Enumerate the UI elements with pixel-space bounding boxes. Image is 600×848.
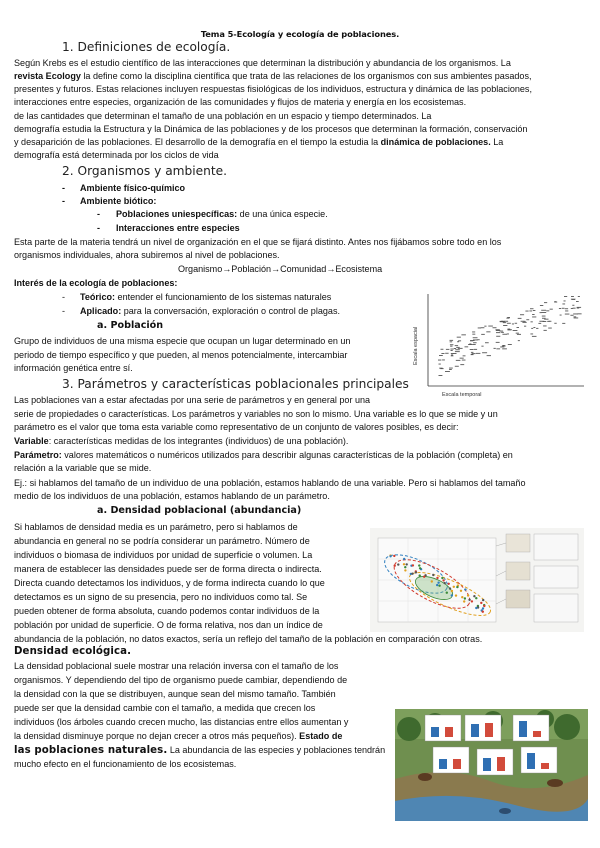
scatter-point: [573, 314, 578, 315]
population-def-line2: periodo de tiempo específico y que pueden, al menos potencialmente, intercambiar: [14, 350, 348, 360]
sec1-para2-line3-text: y desaparición de las poblaciones. El desarrollo de la demografía en el tiempo la estudia la: [14, 137, 379, 147]
scatter-point: [439, 375, 443, 376]
sec1-para2-line1: de las cantidades que determinan el tamaño de una población en un espacio y tiempo determinados. La: [14, 111, 432, 121]
diagram-point: [397, 563, 399, 565]
population-def-line3: información genética entre sí.: [14, 363, 133, 373]
scatter-point: [526, 319, 529, 320]
diagram-point: [483, 605, 485, 607]
scale-scatter-figure: [408, 290, 588, 400]
bullet-physical-chemical: Ambiente físico-químico: [80, 183, 186, 193]
scatter-point: [530, 308, 534, 309]
diagram-point: [394, 565, 396, 567]
applied-term: Aplicado:: [80, 306, 122, 316]
scatter-point: [445, 371, 450, 372]
natural-populations-term-b: las poblaciones naturales.: [14, 745, 168, 756]
interest-heading: Interés de la ecología de poblaciones:: [14, 278, 178, 288]
scatter-point: [440, 368, 443, 369]
eco-line6: [14, 730, 342, 742]
scatter-point: [457, 337, 461, 338]
scatter-points: [438, 296, 582, 376]
sec1-para2-line3: [14, 136, 503, 148]
scatter-point: [457, 341, 459, 342]
scatter-point: [445, 353, 448, 354]
scatter-point: [539, 321, 544, 322]
scatter-point: [503, 325, 507, 326]
diagram-point: [482, 611, 484, 613]
diagram-point: [419, 567, 421, 569]
scatter-point: [578, 296, 580, 297]
scatter-point: [486, 331, 490, 332]
sec1-para1-line2: [14, 70, 531, 82]
diagram-point: [441, 577, 443, 579]
scatter-point: [554, 323, 556, 324]
scatter-point: [451, 355, 454, 356]
diagram-point: [453, 586, 455, 588]
scatter-point: [521, 321, 525, 322]
scatter-point: [469, 344, 471, 345]
diagram-point: [423, 576, 425, 578]
illustration-chart-card: [433, 747, 469, 773]
example-line2: medio de los individuos de una población, estamos hablando de un parámetro.: [14, 491, 330, 501]
scatter-point: [502, 348, 507, 349]
diagram-point: [404, 569, 406, 571]
diagram-point: [475, 597, 477, 599]
side-panel: [506, 590, 530, 608]
scatter-point: [512, 324, 514, 325]
scatter-point: [532, 314, 535, 315]
bullet-interactions: Interacciones entre especies: [116, 223, 240, 233]
interest-applied: [80, 305, 340, 317]
population-def-line1: Grupo de individuos de una misma especie que ocupan un lugar determinado en un: [14, 336, 351, 346]
density-size-diagram: [370, 528, 584, 632]
section-1-heading: 1. Definiciones de ecología.: [62, 40, 231, 54]
density-line5: Directa cuando detectamos los individuos, y de forma indirecta cuando lo que: [14, 578, 325, 588]
sec3-line1: Las poblaciones van a estar afectadas por una serie de parámetros y en general por una: [14, 395, 371, 405]
scatter-point: [543, 326, 547, 327]
scatter-point: [574, 316, 577, 317]
diagram-point: [444, 582, 446, 584]
density-line6: detectamos es un signo de su presencia, pero no individuos como tal. Se: [14, 592, 308, 602]
diagram-point: [406, 563, 408, 565]
scatter-point: [473, 340, 478, 341]
diagram-point: [431, 580, 433, 582]
diagram-point: [442, 579, 444, 581]
ecosystem-illustration: [395, 709, 588, 821]
sec2-para-line2: organismos individuales, ahora subiremos al nivel de poblaciones.: [14, 250, 280, 260]
scatter-point: [471, 354, 474, 355]
side-panel: [534, 566, 578, 588]
scatter-point: [484, 326, 486, 327]
scatter-y-label: Escala espacial: [413, 326, 419, 365]
section-2-heading: 2. Organismos y ambiente.: [62, 164, 228, 178]
diagram-point: [467, 594, 469, 596]
scatter-point: [441, 349, 444, 350]
scatter-point: [565, 308, 568, 309]
bullet-dash: -: [97, 223, 101, 233]
population-dynamics-term: dinámica de poblaciones.: [380, 137, 491, 147]
density-line4: manera de establecer las densidades puede ser de forma directa o indirecta.: [14, 564, 322, 574]
scatter-point: [461, 334, 466, 335]
sec1-para1-line4: interacciones entre especies, organización de las comunidades y flujos de materia y energía en los ecosistemas.: [14, 97, 467, 107]
scatter-point: [465, 346, 469, 347]
scatter-point: [544, 302, 547, 303]
uniespecific-term: Poblaciones uniespecíficas:: [116, 209, 238, 219]
scatter-point: [525, 311, 528, 312]
scatter-point: [554, 302, 557, 303]
parameter-desc: valores matemáticos o numéricos utilizados para describir algunas características de la población (completa) en: [61, 450, 513, 460]
scatter-point: [565, 314, 570, 315]
scatter-point: [562, 304, 565, 305]
scatter-point: [500, 321, 505, 322]
scatter-point: [458, 340, 461, 341]
bullet-dash: -: [62, 306, 66, 316]
bullet-dash: -: [97, 209, 101, 219]
scatter-point: [531, 328, 533, 329]
diagram-point: [456, 586, 458, 588]
scatter-point: [546, 310, 549, 311]
diagram-point: [449, 587, 451, 589]
scatter-point: [494, 348, 496, 349]
scatter-point: [496, 330, 501, 331]
scatter-point: [540, 312, 542, 313]
diagram-point: [471, 600, 473, 602]
diagram-point: [412, 564, 414, 566]
scatter-point: [496, 332, 500, 333]
scatter-point: [450, 344, 454, 345]
scatter-point: [564, 296, 567, 297]
sec2-para-line1: Esta parte de la materia tendrá un nivel de organización en el que se fijará distinto. Antes nos fijábamos sobre todo en los: [14, 237, 502, 247]
eco-line2: organismos. Y dependiendo del tipo de organismo puede cambiar, dependiendo de: [14, 675, 348, 685]
side-panel: [534, 594, 578, 622]
scatter-point: [473, 342, 477, 343]
scatter-point: [571, 299, 576, 300]
natural-populations-term-a: Estado de: [299, 731, 343, 741]
diagram-point: [403, 563, 405, 565]
scatter-point: [476, 353, 481, 354]
parameter-definition: [14, 449, 513, 461]
scatter-point: [449, 369, 452, 370]
scatter-point: [508, 329, 512, 330]
illustration-chart-card: [425, 715, 461, 741]
diagram-point: [393, 555, 395, 557]
diagram-point: [468, 599, 470, 601]
eco-line3: la densidad con la que se distribuyen, aunque sean del mismo tamaño. También: [14, 689, 336, 699]
variable-term: Variable: [14, 436, 49, 446]
scatter-point: [544, 319, 548, 320]
diagram-point: [446, 592, 448, 594]
scatter-point: [451, 350, 453, 351]
diagram-point: [463, 600, 465, 602]
bullet-dash: -: [62, 196, 66, 206]
scatter-point: [485, 342, 489, 343]
scatter-point: [562, 308, 565, 309]
scatter-point: [570, 315, 573, 316]
eco-line8: mucho efecto en el funcionamiento de los ecosistemas.: [14, 759, 237, 769]
diagram-point: [482, 607, 484, 609]
scatter-point: [446, 349, 450, 350]
scatter-point: [542, 318, 546, 319]
ecological-density-heading: Densidad ecológica.: [14, 646, 132, 657]
scatter-point: [541, 310, 546, 311]
scatter-point: [450, 341, 453, 342]
sec1-para1-line3: presentes y futuros. Estas relaciones incluyen respuestas fisiológicas de los individuos, estructura y dinámica de las poblaciones,: [14, 84, 532, 94]
diagram-point: [437, 582, 439, 584]
sec1-para2-line2: demografía estudia la Estructura y la Dinámica de las poblaciones y de los procesos que determinan la formación, conservación: [14, 124, 528, 134]
diagram-point: [415, 571, 417, 573]
scatter-point: [472, 332, 475, 333]
diagram-point: [475, 607, 477, 609]
diagram-point: [461, 596, 463, 598]
scatter-point: [455, 351, 460, 352]
eco-line5: individuos (los árboles cuando crecen mucho, las distancias entre ellos aumentan y: [14, 717, 349, 727]
scatter-point: [451, 355, 453, 356]
diagram-point: [419, 574, 421, 576]
scatter-point: [550, 309, 553, 310]
sec3-line3: parámetro es el valor que toma esta variable como representativo de un conjunto de valores posibles, es decir:: [14, 422, 459, 432]
scatter-point: [559, 308, 561, 309]
scatter-point: [548, 328, 552, 329]
scatter-point: [564, 301, 566, 302]
illustration-chart-card: [513, 715, 549, 741]
scatter-point: [451, 353, 454, 354]
scatter-point: [450, 340, 454, 341]
diagram-point: [460, 590, 462, 592]
scatter-point: [518, 340, 520, 341]
scatter-point: [496, 342, 500, 343]
diagram-point: [451, 594, 453, 596]
scatter-point: [501, 332, 504, 333]
page-title: Tema 5-Ecología y ecología de poblaciones.: [200, 29, 400, 39]
scatter-point: [482, 352, 487, 353]
scatter-point: [473, 337, 478, 338]
scatter-point: [522, 322, 526, 323]
scatter-point: [442, 360, 445, 361]
scatter-point: [529, 311, 532, 312]
eco-line6-text: la densidad disminuye porque no dejan crecer a otros más pequeños).: [14, 731, 297, 741]
parameter-definition-line2: relación a la variable que se mide.: [14, 463, 152, 473]
scatter-point: [517, 334, 521, 335]
scatter-point: [470, 349, 474, 350]
illustration-chart-card: [465, 715, 501, 741]
diagram-point: [436, 577, 438, 579]
theoretical-term: Teórico:: [80, 292, 116, 302]
scatter-point: [438, 360, 441, 361]
side-panel: [506, 534, 530, 552]
scatter-point: [481, 334, 485, 335]
ecology-journal-name: revista Ecology: [14, 71, 81, 81]
scatter-point: [513, 330, 518, 331]
scatter-point: [474, 349, 477, 350]
scatter-point: [547, 321, 550, 322]
scatter-point: [518, 318, 522, 319]
scatter-point: [454, 348, 456, 349]
section-3-heading: 3. Parámetros y características poblacionales principales: [62, 377, 409, 391]
scatter-point: [493, 327, 497, 328]
variable-desc: : características medidas de los integrantes (individuos) de una población).: [48, 436, 349, 446]
scatter-point: [478, 328, 481, 329]
scatter-point: [456, 360, 461, 361]
sec3-line2: serie de propiedades o características. Los parámetros y variables no son lo mismo. Una variable es lo que se mide y un: [14, 409, 498, 419]
scatter-point: [533, 310, 536, 311]
scatter-point: [577, 308, 580, 309]
subsection-density: a. Densidad poblacional (abundancia): [97, 505, 302, 516]
scatter-point: [502, 334, 507, 335]
diagram-point: [411, 573, 413, 575]
scatter-point: [532, 336, 537, 337]
scatter-point: [456, 347, 460, 348]
scatter-point: [560, 315, 562, 316]
diagram-point: [418, 564, 420, 566]
scatter-point: [531, 321, 533, 322]
scatter-point: [455, 345, 458, 346]
scatter-point: [508, 344, 512, 345]
scatter-point: [503, 322, 506, 323]
scatter-point: [533, 327, 535, 328]
scatter-point: [439, 364, 441, 365]
diagram-point: [482, 599, 484, 601]
density-line9: abundancia de la población, no datos exactos, sería un reflejo del tamaño de la población en comparación con otras.: [14, 634, 483, 644]
scatter-point: [524, 326, 526, 327]
eco-line1: La densidad poblacional suele mostrar una relación inversa con el tamaño de los: [14, 661, 339, 671]
parameter-term: Parámetro:: [14, 450, 62, 460]
scatter-point: [462, 360, 466, 361]
eco-line7-rest: La abundancia de las especies y poblaciones tendrán: [167, 745, 386, 755]
theoretical-desc: entender el funcionamiento de los sistemas naturales: [115, 292, 332, 302]
variable-definition: [14, 435, 348, 447]
scatter-point: [574, 318, 579, 319]
scatter-point: [541, 312, 546, 313]
scatter-x-label: Escala temporal: [442, 392, 482, 398]
scatter-point: [503, 345, 505, 346]
scatter-point: [508, 329, 511, 330]
diagram-point: [448, 583, 450, 585]
scatter-point: [520, 314, 524, 315]
illustration-chart-card: [477, 749, 513, 775]
scatter-point: [565, 311, 568, 312]
scatter-point: [449, 368, 453, 369]
scatter-point: [487, 355, 491, 356]
scatter-point: [517, 327, 520, 328]
scatter-point: [496, 348, 500, 349]
scatter-point: [562, 323, 565, 324]
sec1-para1-line2-rest: la define como la disciplina científica que trata de las relaciones de los organismos con sus ambientes pasados,: [80, 71, 532, 81]
diagram-point: [464, 588, 466, 590]
scatter-point: [470, 340, 473, 341]
diagram-point: [451, 590, 453, 592]
bullet-biotic: Ambiente biótico:: [80, 196, 157, 206]
scatter-point: [460, 358, 464, 359]
scatter-point: [463, 355, 466, 356]
density-line2: abundancia en general no se podría considerar un parámetro. Número de: [14, 536, 310, 546]
density-line8: población por unidad de superficie. O de forma relativa, nos dan un índice de: [14, 620, 323, 630]
organization-chain: Organismo→Población→Comunidad→Ecosistema: [178, 264, 383, 274]
diagram-point: [480, 602, 482, 604]
diagram-point: [403, 558, 405, 560]
scatter-point: [515, 323, 518, 324]
scatter-point: [576, 301, 579, 302]
scatter-point: [496, 329, 500, 330]
sec1-para2-line3-end: La: [490, 137, 504, 147]
scatter-point: [571, 296, 574, 297]
density-line7: pueden obtener de forma absoluta, cuando podemos contar individuos de la: [14, 606, 320, 616]
scatter-point: [506, 318, 509, 319]
interest-theoretical: [80, 291, 331, 303]
uniespecific-desc: de una única especie.: [237, 209, 328, 219]
scatter-point: [472, 334, 475, 335]
scatter-point: [496, 336, 500, 337]
eco-line4: puede ser que la densidad cambie con el tamaño, a medida que crecen los: [14, 703, 316, 713]
scatter-point: [500, 347, 504, 348]
scatter-point: [542, 316, 546, 317]
diagram-point: [438, 585, 440, 587]
scatter-point: [530, 334, 533, 335]
applied-desc: para la conversación, exploración o control de plagas.: [121, 306, 340, 316]
sec1-para1-line1: Según Krebs es el estudio científico de las interacciones que determinan la distribución y abundancia de los organismos. La: [14, 58, 511, 68]
scatter-point: [532, 317, 536, 318]
bullet-dash: -: [62, 292, 66, 302]
sec1-para2-line4: demografía está determinada por los ciclos de vida: [14, 150, 219, 160]
scatter-point: [481, 327, 485, 328]
scatter-point: [540, 305, 543, 306]
example-line1: Ej.: si hablamos del tamaño de un individuo de una población, estamos hablando de una variable. Pero si hablamos del tamaño: [14, 478, 526, 488]
bullet-dash: -: [62, 183, 66, 193]
scatter-point: [488, 326, 493, 327]
scatter-point: [472, 344, 476, 345]
diagram-point: [404, 566, 406, 568]
scatter-point: [455, 366, 459, 367]
scatter-point: [439, 355, 443, 356]
scatter-point: [450, 346, 452, 347]
scatter-point: [481, 346, 483, 347]
scatter-point: [572, 305, 574, 306]
bullet-uniespecific: [116, 208, 328, 220]
scatter-point: [536, 328, 538, 329]
side-panel: [534, 534, 578, 560]
scatter-point: [507, 323, 511, 324]
scatter-point: [538, 323, 541, 324]
diagram-point: [389, 555, 391, 557]
diagram-point: [464, 597, 466, 599]
scatter-point: [450, 349, 453, 350]
scatter-point: [458, 348, 463, 349]
scatter-point: [441, 353, 444, 354]
density-line3: individuos o biomasa de individuos por unidad de superficie o volumen. La: [14, 550, 313, 560]
diagram-point: [436, 584, 438, 586]
diagram-point: [455, 594, 457, 596]
scatter-point: [516, 333, 519, 334]
diagram-point: [473, 595, 475, 597]
scatter-point: [471, 352, 474, 353]
scatter-point: [544, 330, 547, 331]
eco-line7: [14, 744, 385, 757]
scatter-point: [455, 349, 460, 350]
density-line1: Si hablamos de densidad media es un parámetro, pero si hablamos de: [14, 522, 298, 532]
scatter-point: [571, 308, 573, 309]
diagram-point: [432, 574, 434, 576]
scatter-point: [472, 353, 476, 354]
scatter-point: [460, 364, 464, 365]
illustration-chart-card: [521, 747, 557, 773]
side-panel: [506, 562, 530, 580]
subsection-population: a. Población: [97, 320, 164, 331]
